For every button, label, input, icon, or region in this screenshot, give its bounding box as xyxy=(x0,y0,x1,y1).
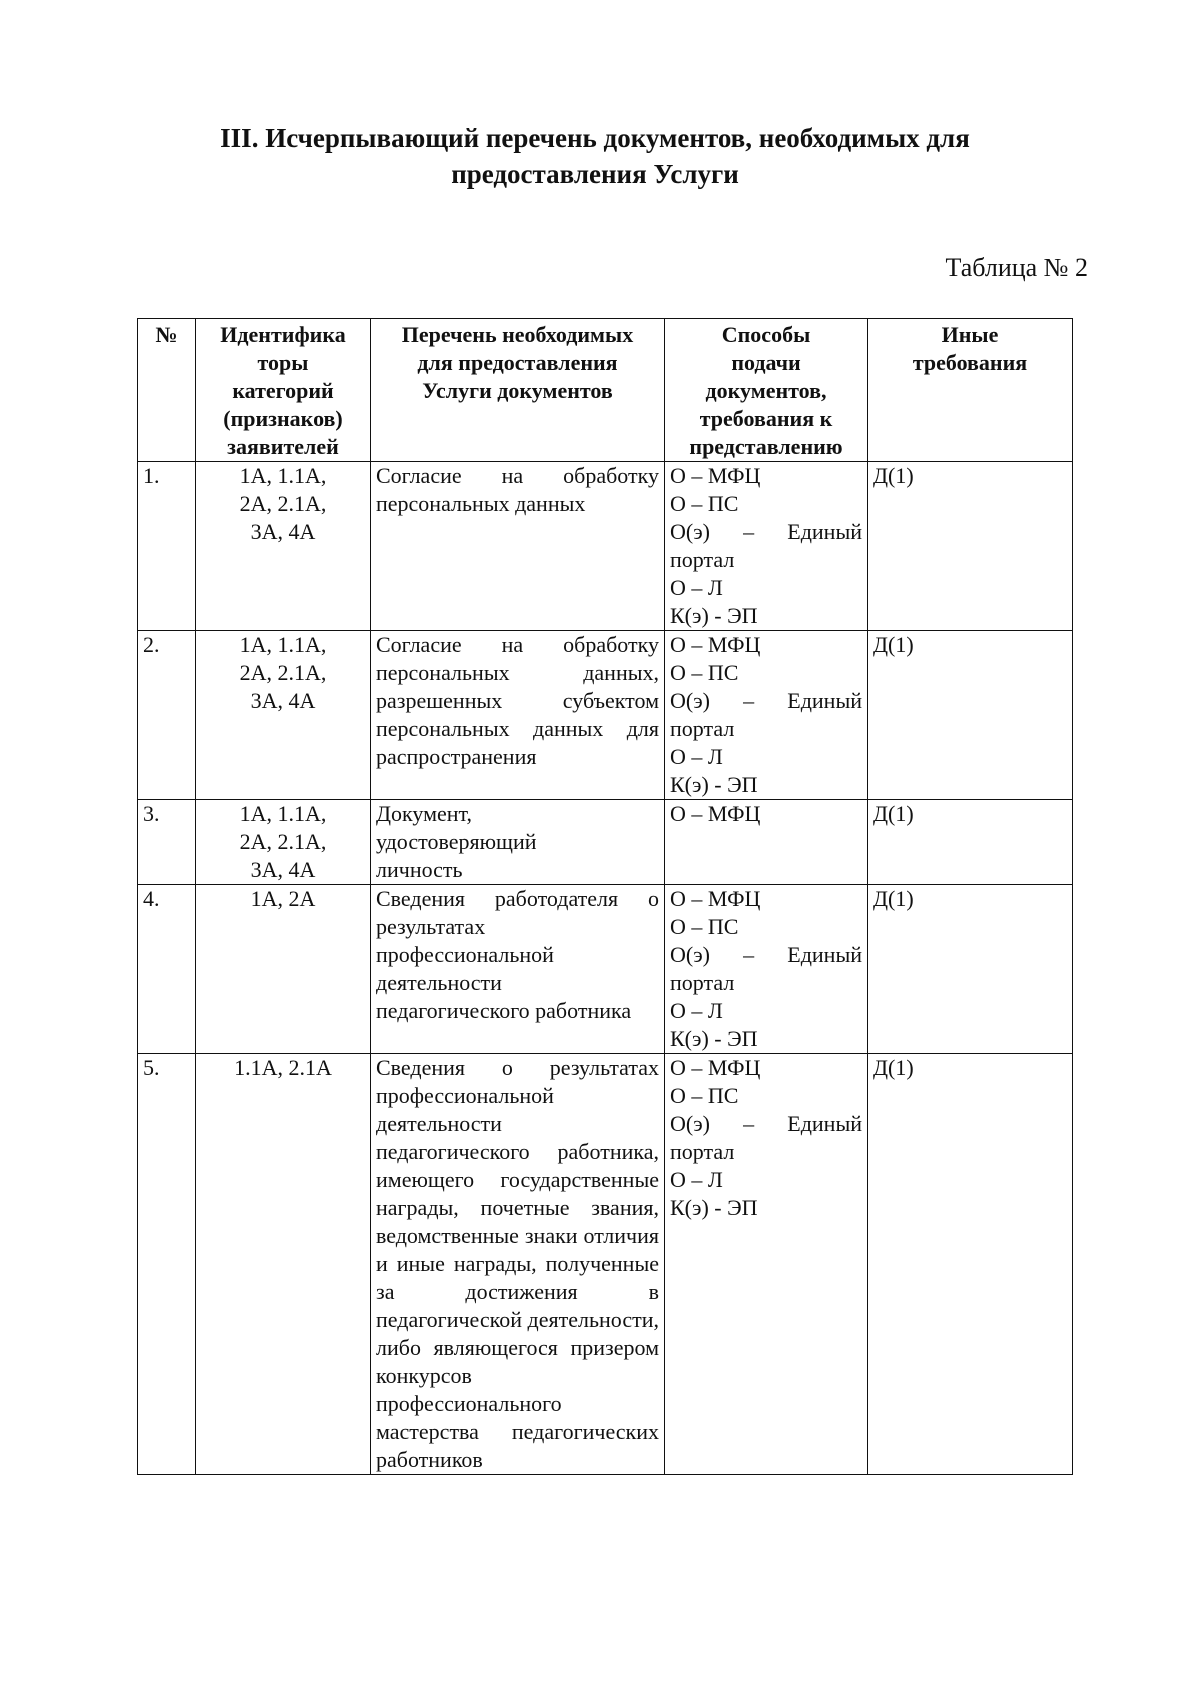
method-line: О(э) – Единый xyxy=(670,1111,862,1136)
method-line: О(э) – Единый xyxy=(670,519,862,544)
category-line: 1А, 1.1А, xyxy=(239,801,327,826)
method-line: О – МФЦ xyxy=(670,1055,761,1080)
method-line: О – ПС xyxy=(670,660,739,685)
category-line: 1А, 2А xyxy=(250,886,316,911)
header-methods xyxy=(665,319,868,462)
table-row xyxy=(138,885,1073,1054)
header-methods-line: Способы xyxy=(721,322,811,347)
header-categories xyxy=(196,319,371,462)
method-line: О – МФЦ xyxy=(670,801,761,826)
row-categories xyxy=(196,1054,371,1475)
row-document: Документ, удостоверяющий личность xyxy=(371,800,665,885)
header-categories-line: категорий xyxy=(232,378,334,403)
header-other xyxy=(868,319,1073,462)
method-line: О – МФЦ xyxy=(670,886,761,911)
section-title-line-2: предоставления Услуги xyxy=(451,159,739,189)
method-line: портал xyxy=(670,1139,735,1164)
table-row xyxy=(138,631,1073,800)
method-line: О – МФЦ xyxy=(670,463,761,488)
category-line: 1А, 1.1А, xyxy=(239,632,327,657)
method-line: портал xyxy=(670,970,735,995)
row-categories xyxy=(196,462,371,631)
header-documents xyxy=(371,319,665,462)
row-document: Сведения о результатах профессиональной деятельности педагогического работника, имеющего государственные награды, почетные звания, ведомственные знаки отличия и иные награды, полученные за достижения в педагогической деятельности, либо являющегося призером конкурсов профессионального мастерства педагогических работников xyxy=(371,1054,665,1475)
row-other-requirements: Д(1) xyxy=(868,885,1073,1054)
row-document: Согласие на обработку персональных данных, разрешенных субъектом персональных данных для распространения xyxy=(371,631,665,800)
category-line: 2А, 2.1А, xyxy=(239,491,327,516)
method-line: О – Л xyxy=(670,998,723,1023)
method-line: О – Л xyxy=(670,575,723,600)
category-line: 3А, 4А xyxy=(250,857,316,882)
category-line: 1.1А, 2.1А xyxy=(234,1055,332,1080)
method-line: О – ПС xyxy=(670,1083,739,1108)
category-line: 1А, 1.1А, xyxy=(239,463,327,488)
header-categories-line: (признаков) xyxy=(223,406,343,431)
method-line: портал xyxy=(670,547,735,572)
row-categories xyxy=(196,885,371,1054)
category-line: 3А, 4А xyxy=(250,688,316,713)
table-label: Таблица № 2 xyxy=(945,253,1088,282)
row-methods xyxy=(665,1054,868,1475)
row-categories xyxy=(196,800,371,885)
method-line: К(э) - ЭП xyxy=(670,1026,758,1051)
method-line: К(э) - ЭП xyxy=(670,1195,758,1220)
table-row xyxy=(138,462,1073,631)
method-line: О – Л xyxy=(670,744,723,769)
header-methods-line: документов, xyxy=(705,378,827,403)
row-methods xyxy=(665,462,868,631)
method-line: О(э) – Единый xyxy=(670,942,862,967)
header-other-line: требования xyxy=(912,350,1028,375)
section-title xyxy=(140,120,1050,192)
header-num: № xyxy=(138,319,196,462)
header-documents-line: Услуги документов xyxy=(422,378,613,403)
row-methods xyxy=(665,631,868,800)
row-methods xyxy=(665,800,868,885)
row-other-requirements: Д(1) xyxy=(868,631,1073,800)
row-number: 3. xyxy=(138,800,196,885)
header-documents-line: для предоставления xyxy=(417,350,618,375)
header-categories-line: Идентифика xyxy=(220,322,346,347)
category-line: 2А, 2.1А, xyxy=(239,660,327,685)
method-line: О – ПС xyxy=(670,914,739,939)
row-other-requirements: Д(1) xyxy=(868,462,1073,631)
method-line: К(э) - ЭП xyxy=(670,603,758,628)
method-line: О – Л xyxy=(670,1167,723,1192)
method-line: О – ПС xyxy=(670,491,739,516)
header-documents-line: Перечень необходимых xyxy=(401,322,634,347)
row-other-requirements: Д(1) xyxy=(868,800,1073,885)
method-line: О(э) – Единый xyxy=(670,688,862,713)
row-document: Согласие на обработку персональных данных xyxy=(371,462,665,631)
table-header-row xyxy=(138,319,1073,462)
method-line: портал xyxy=(670,716,735,741)
row-methods xyxy=(665,885,868,1054)
method-line: О – МФЦ xyxy=(670,632,761,657)
row-number: 4. xyxy=(138,885,196,1054)
table-row xyxy=(138,800,1073,885)
category-line: 3А, 4А xyxy=(250,519,316,544)
header-methods-line: представлению xyxy=(689,434,843,459)
row-number: 2. xyxy=(138,631,196,800)
header-categories-line: торы xyxy=(257,350,309,375)
section-title-line-1: III. Исчерпывающий перечень документов, необходимых для xyxy=(220,123,970,153)
table-row xyxy=(138,1054,1073,1475)
row-number: 5. xyxy=(138,1054,196,1475)
documents-table xyxy=(137,318,1073,1475)
header-other-line: Иные xyxy=(941,322,999,347)
row-number: 1. xyxy=(138,462,196,631)
header-methods-line: подачи xyxy=(731,350,801,375)
row-document: Сведения работодателя о результатах профессиональной деятельности педагогического работника xyxy=(371,885,665,1054)
row-categories xyxy=(196,631,371,800)
method-line: К(э) - ЭП xyxy=(670,772,758,797)
row-other-requirements: Д(1) xyxy=(868,1054,1073,1475)
header-methods-line: требования к xyxy=(699,406,833,431)
header-categories-line: заявителей xyxy=(227,434,339,459)
category-line: 2А, 2.1А, xyxy=(239,829,327,854)
